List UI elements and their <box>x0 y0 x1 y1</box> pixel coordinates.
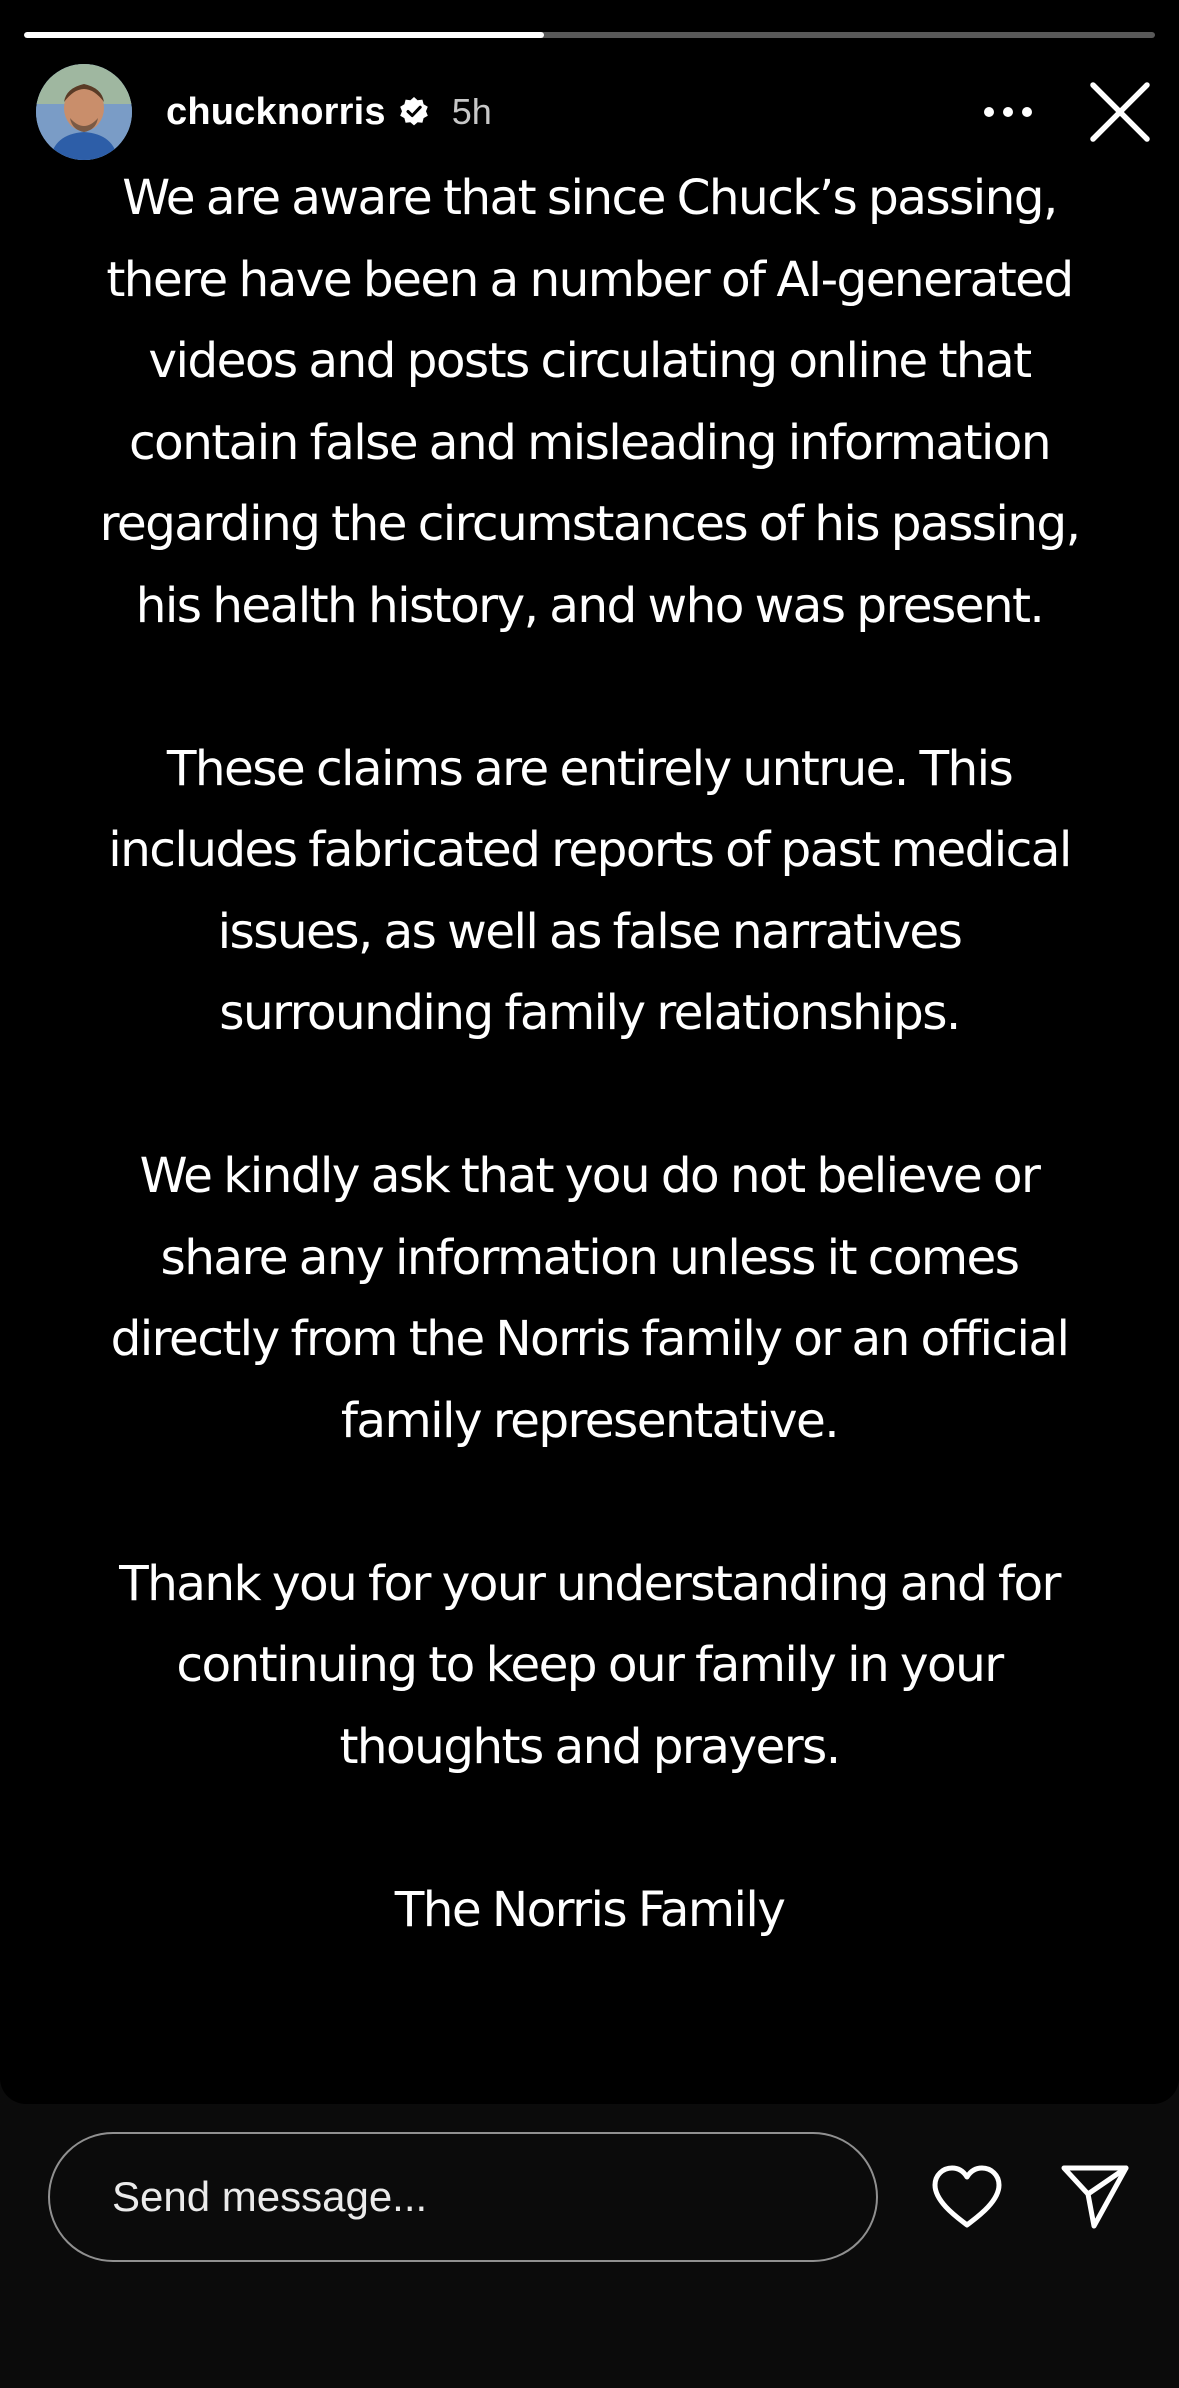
story-line: The Norris Family <box>394 1881 785 1938</box>
story-line: We kindly ask that you do not believe or <box>139 1148 1040 1204</box>
more-options-button[interactable] <box>973 77 1043 147</box>
story-timestamp: 5h <box>451 91 492 132</box>
story-line: family representative. <box>340 1392 839 1449</box>
story-line: continuing to keep our family in your <box>176 1637 1003 1693</box>
story-paragraph-3 <box>40 1136 1139 1462</box>
like-button[interactable] <box>924 2154 1010 2240</box>
story-line: We are aware that since Chuck’s passing, <box>122 170 1057 226</box>
story-line: issues, as well as false narratives <box>217 903 962 960</box>
story-line: share any information unless it comes <box>160 1229 1019 1286</box>
story-paragraph-1 <box>40 158 1139 647</box>
story-signature <box>40 1870 1139 1952</box>
paper-plane-icon <box>1060 2164 1130 2230</box>
avatar[interactable] <box>36 64 132 160</box>
story-line: videos and posts circulating online that <box>148 333 1031 389</box>
story-progress-bar <box>24 32 1155 38</box>
heart-icon <box>931 2165 1003 2229</box>
close-button[interactable] <box>1085 77 1155 147</box>
story-text <box>40 158 1139 2033</box>
story-line: These claims are entirely untrue. This <box>166 740 1013 797</box>
story-line: his health history, and who was present. <box>135 577 1044 634</box>
story-line: there have been a number of AI-generated <box>106 251 1073 308</box>
story-line: includes fabricated reports of past medical <box>108 822 1071 878</box>
story-line: regarding the circumstances of his passing, <box>99 496 1080 552</box>
story-header <box>36 62 1155 162</box>
story-line: thoughts and prayers. <box>339 1718 840 1775</box>
verified-badge-icon <box>398 96 430 128</box>
story-paragraph-2 <box>40 729 1139 1055</box>
story-line: contain false and misleading information <box>128 414 1051 471</box>
story-footer <box>0 2104 1179 2388</box>
story-progress-fill <box>24 32 544 38</box>
story-line: Thank you for your understanding and for <box>119 1555 1060 1612</box>
send-message-field[interactable] <box>48 2132 878 2262</box>
send-message-input[interactable] <box>50 2134 876 2260</box>
story-line: directly from the Norris family or an official <box>110 1311 1069 1367</box>
story-line: surrounding family relationships. <box>219 985 960 1041</box>
username[interactable]: chucknorris <box>166 90 386 133</box>
story-paragraph-4 <box>40 1544 1139 1789</box>
close-icon <box>1089 81 1151 143</box>
more-horizontal-icon <box>982 105 1034 119</box>
send-button[interactable] <box>1052 2154 1138 2240</box>
avatar-image <box>36 64 132 160</box>
